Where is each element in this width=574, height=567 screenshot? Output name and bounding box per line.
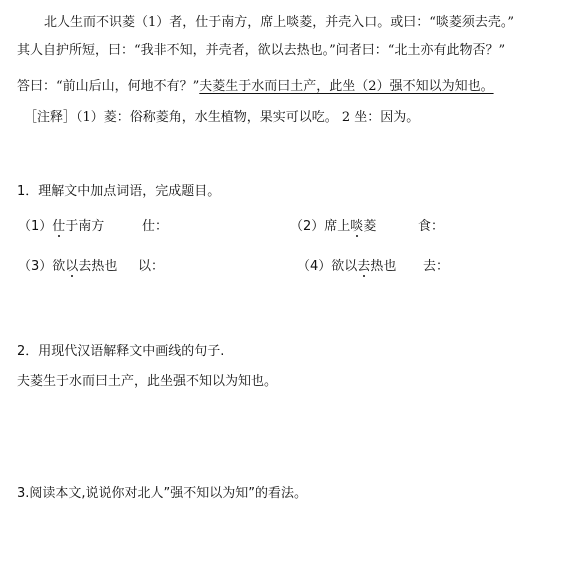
phrase-part: 欲以 [331,259,358,274]
item-number: （2） [290,219,325,234]
item-number: （1） [18,219,53,234]
item-1 [18,219,104,235]
item-3-answer-label: 以： [138,259,165,274]
phrase-part: 欲 [52,259,66,274]
item-2 [290,219,376,235]
dotted-word: 去 [357,259,371,274]
passage-line-2: 其人自护所短，曰：“我非不知，并壳者，欲以去热也。”问者曰：“北土亦有此物否？” [17,43,506,58]
dotted-word: 以 [65,259,79,274]
passage-line-3 [17,79,494,95]
phrase-part: 菱 [363,219,377,234]
question-1-title: 1．理解文中加点词语，完成题目。 [17,184,221,199]
item-4 [297,259,396,275]
item-4-answer-label: 去： [423,259,450,274]
phrase-part: 去热也 [78,259,118,274]
dotted-word: 啖 [350,219,364,234]
item-1-answer-label: 仕： [142,219,169,234]
item-number: （4） [297,259,332,274]
passage-line-3-text: 答曰：“前山后山，何地不有？” [17,79,200,94]
phrase-part: 热也 [370,259,397,274]
underlined-sentence: 夫菱生于水而曰土产，此坐（2）强不知以为知也。 [199,79,494,94]
item-number: （3） [18,259,53,274]
passage-line-1: 北人生而不识菱（1）者，仕于南方，席上啖菱，并壳入口。或曰：“啖菱须去壳。” [44,15,515,30]
phrase-part: 席上 [324,219,351,234]
item-3 [18,259,117,275]
question-2-title: 2．用现代汉语解释文中画线的句子. [17,344,225,359]
dotted-word: 仕 [52,219,66,234]
question-3-title: 3.阅读本文,说说你对北人”强不知以为知”的看法。 [17,486,308,501]
item-2-answer-label: 食： [418,219,445,234]
phrase-part: 于南方 [65,219,105,234]
annotation-note: ［注释］（1）菱：俗称菱角，水生植物，果实可以吃。 2 坐：因为。 [24,110,420,125]
question-2-sentence: 夫菱生于水而曰土产，此坐强不知以为知也。 [17,374,278,389]
